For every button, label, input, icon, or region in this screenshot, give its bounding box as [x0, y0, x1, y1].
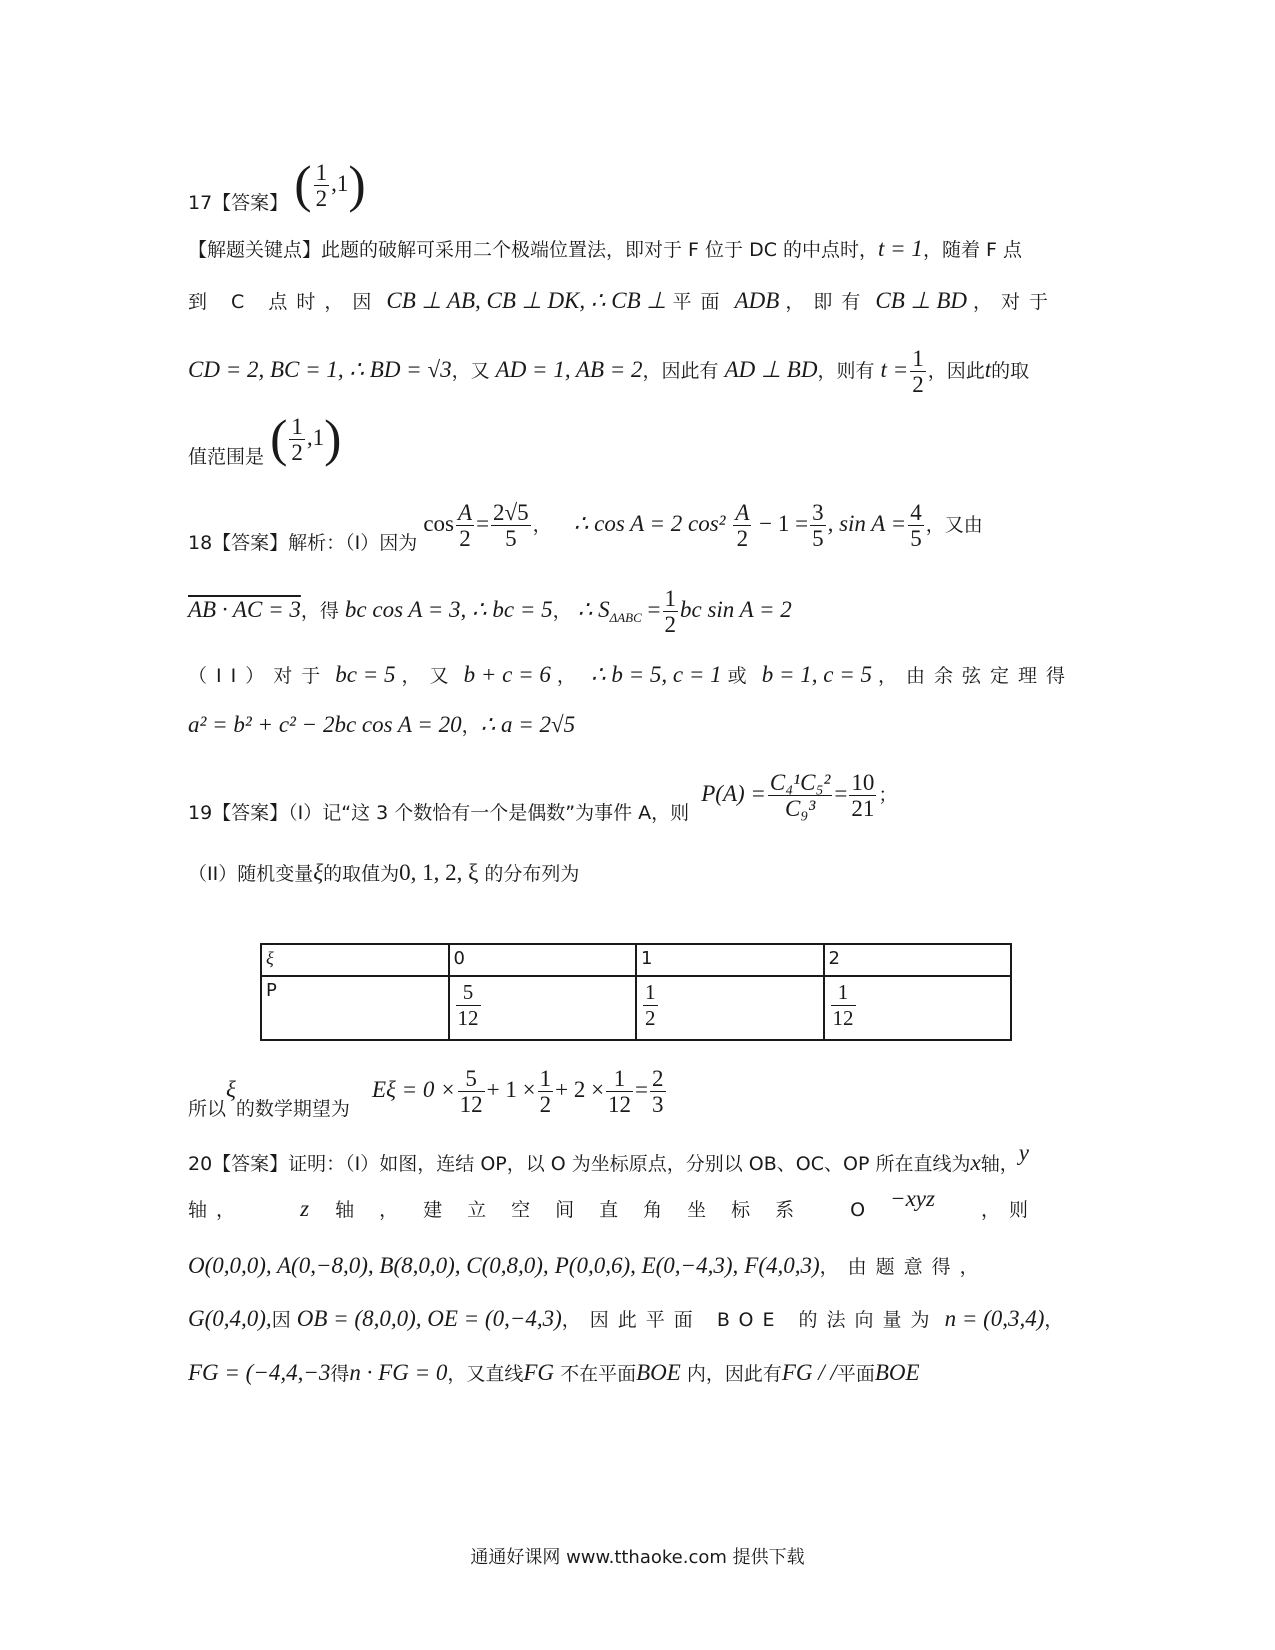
- q17-key-line2: 到 C 点时，因 CB ⊥ AB, CB ⊥ DK, ∴ CB ⊥ 平面 ADB ，即有 CB ⊥ BD ，对于: [188, 288, 1058, 313]
- q20-line1: 20【答案】证明：（I）如图，连结 OP，以 O 为坐标原点，分别以 OB、OC、OP 所在直线为x轴，y: [188, 1140, 1029, 1175]
- q17-key-line3: CD = 2, BC = 1, ∴ BD = √3，又 AD = 1, AB = 2，因此有 AD ⊥ BD，则有 t = $\frac{1}{2}$ ，因此t的取: [188, 346, 1030, 397]
- vector-dot-product: AB · AC = 3: [188, 597, 301, 622]
- q20-line4: G(0,4,0),因 OB = (8,0,0), OE = (0,−4,3)，因此平面 BOE 的法向量为 n = (0,3,4)，: [188, 1306, 1064, 1331]
- table-cell: P: [261, 976, 449, 1040]
- distribution-table: [260, 943, 1012, 1041]
- table-cell: $\frac{1}{12}$: [824, 976, 1012, 1040]
- q18-line1: 18【答案】解析：（I）因为 cos $\frac{A}{2}$ = $\frac{2√5}{5}$ ， ∴ cos A = 2 cos² $\frac{A}{2}$ − 1 = $\frac{3}{5}$ , sin A = $\frac{4}{5}$ ，又由: [188, 500, 983, 554]
- q17-key-line1: 【解题关键点】此题的破解可采用二个极端位置法，即对于 F 位于 DC 的中点时，t = 1，随着 F 点: [188, 236, 1022, 261]
- table-cell: ξ: [261, 944, 449, 976]
- q17-answer-fraction: $\frac{1}{2}$: [315, 160, 328, 211]
- q17-label: 17【答案】: [188, 192, 289, 214]
- q17-key-line4: 值范围是 ( $\frac{1}{2}$ ,1): [188, 410, 342, 468]
- q18-line3: （II）对于 bc = 5 ，又 b + c = 6 ， ∴ b = 5, c = 1 或 b = 1, c = 5 ，由余弦定理得: [188, 662, 1075, 687]
- q19-expectation-line: 所以ξ的数学期望为 Eξ = 0 × $\frac{5}{12}$ + 1 × $\frac{1}{2}$ + 2 × $\frac{1}{12}$ = $\frac{2}{3}$: [188, 1066, 664, 1120]
- table-cell: 0: [449, 944, 637, 976]
- q18-line2: AB · AC = 3，得 bc cos A = 3, ∴ bc = 5， ∴ $S_{\Delta ABC}$ = $\frac{1}{2}$ bc sin A = 2: [188, 586, 792, 637]
- q20-line5: FG = (−4,4,−3得n · FG = 0，又直线FG 不在平面BOE 内，因此有FG / /平面BOE: [188, 1360, 920, 1385]
- table-cell: $\frac{1}{2}$: [636, 976, 824, 1040]
- table-header-row: [261, 944, 1011, 976]
- q20-line2: 轴， z 轴，建立空间直角坐标系 O−xyz ，则: [188, 1186, 1038, 1221]
- page-footer: 通通好课网 www.tthaoke.com 提供下载: [470, 1547, 805, 1568]
- table-cell: 2: [824, 944, 1012, 976]
- q17-answer-line: 17【答案】 ( $\frac{1}{2}$ ,1): [188, 156, 366, 214]
- q18-line4: a² = b² + c² − 2bc cos A = 20，∴ a = 2√5: [188, 712, 576, 737]
- table-cell: 1: [636, 944, 824, 976]
- table-row: [261, 976, 1011, 1040]
- q19-line2: （II）随机变量ξ的取值为0, 1, 2, ξ 的分布列为: [188, 860, 580, 885]
- table-cell: $\frac{5}{12}$: [449, 976, 637, 1040]
- q20-line3: O(0,0,0), A(0,−8,0), B(8,0,0), C(0,8,0), P(0,0,6), E(0,−4,3), F(4,0,3)，由题意得，: [188, 1253, 988, 1278]
- q19-line1: 19【答案】（I）记“这 3 个数恰有一个是偶数”为事件 A，则 P(A) = $\frac{\text{C₄¹C₅²}}{\text{C₉³}}$ = $\frac{10}{21}$ ；: [188, 770, 898, 824]
